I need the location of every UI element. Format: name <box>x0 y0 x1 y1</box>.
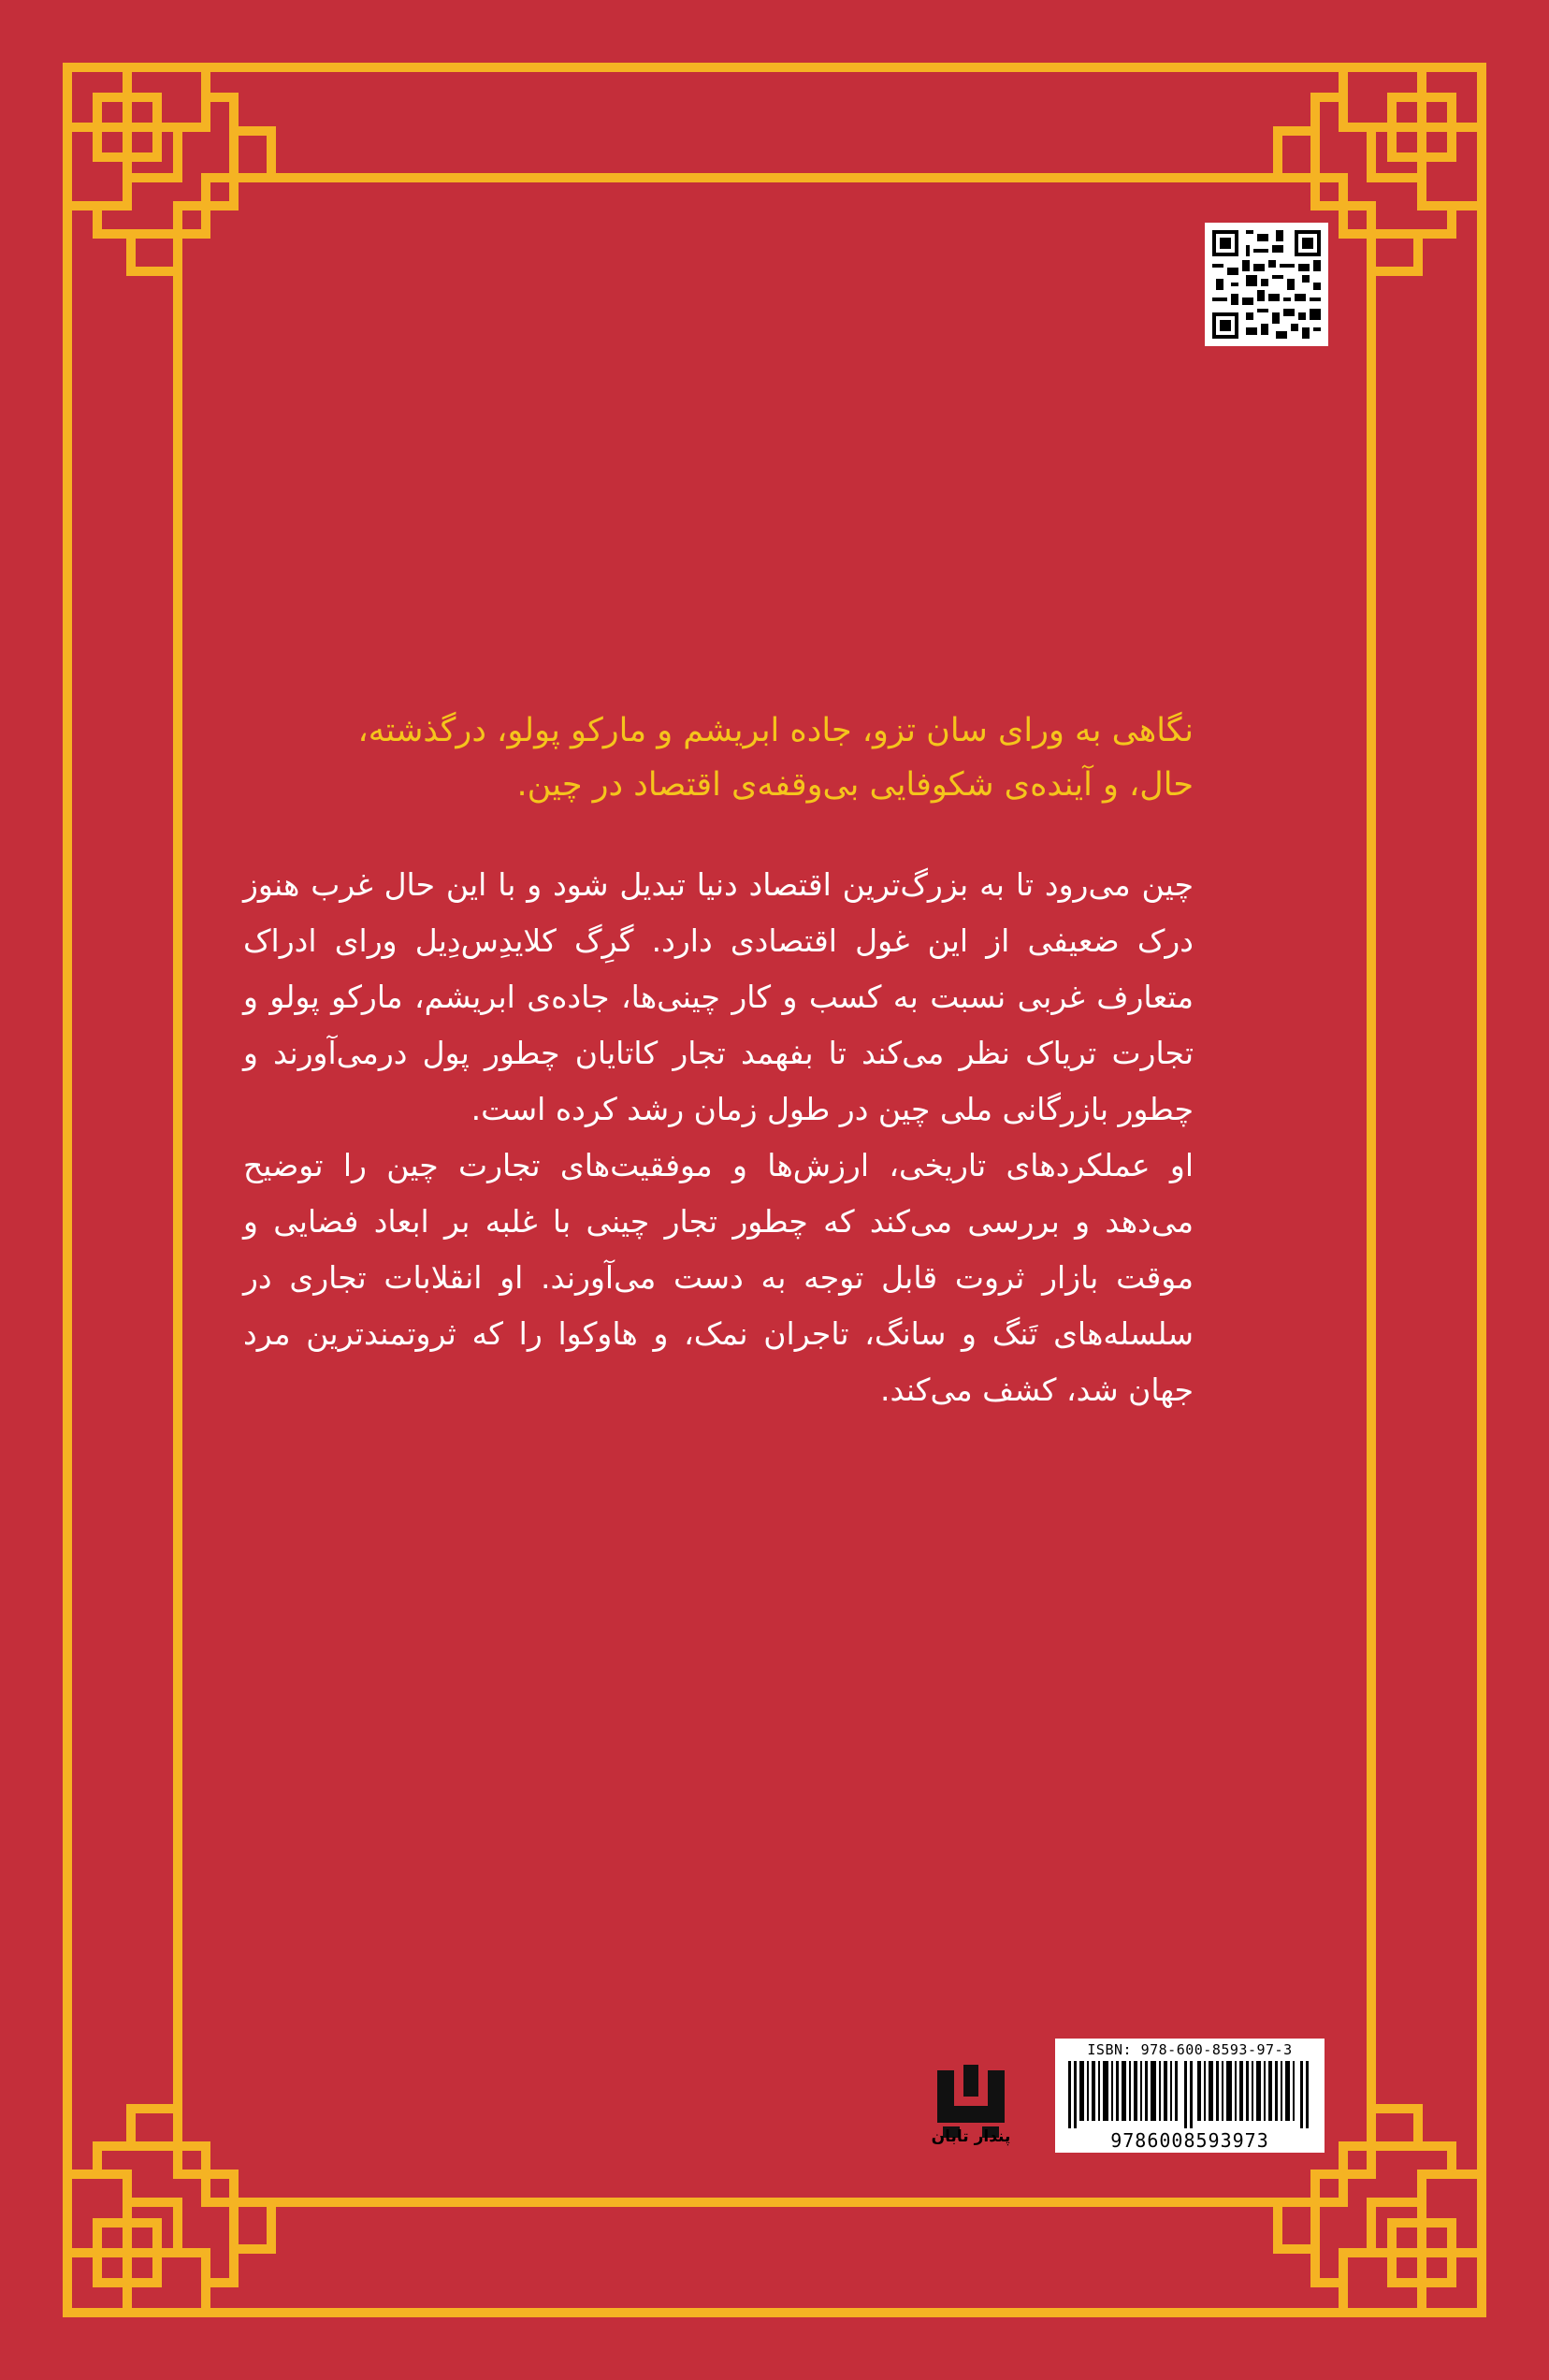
barcode-digits: 9786008593973 <box>1110 2129 1269 2152</box>
isbn-label: ISBN: 978-600-8593-97-3 <box>1087 2041 1293 2058</box>
tagline-line-2: حال، و آینده‌ی شکوفایی بی‌وقفه‌ی اقتصاد در چین. <box>516 766 1194 804</box>
tagline <box>243 704 1194 812</box>
tagline-line-1: نگاهی به ورای سان تزو، جاده ابریشم و مارکو پولو، درگذشته، <box>357 712 1194 749</box>
qr-code-icon <box>1205 223 1328 346</box>
barcode-bars <box>1068 2061 1311 2128</box>
description-paragraph-2: او عملکردهای تاریخی، ارزش‌ها و موفقیت‌های تجارت چین را توضیح می‌دهد و بررسی می‌کند که چطور تجار چینی با غلبه بر ابعاد فضایی و موقت بازار ثروت قابل توجه به دست می‌آورند. او انقلابات تجاری در سلسله‌های تَنگ و سانگ، تاجران نمک، و هاوکوا را که ثروتمندترین مرد جهان شد، کشف می‌کند. <box>243 1147 1194 1408</box>
isbn-barcode <box>1055 2039 1325 2153</box>
description-paragraph-1: چین می‌رود تا به بزرگ‌ترین اقتصاد دنیا تبدیل شود و با این حال غرب هنوز درک ضعیفی از این غول اقتصادی دارد. گرِگ کلایدِس‌دِیل ورای ادراک متعارف غربی نسبت به کسب و کار چینی‌ها، جاده‌ی ابریشم، مارکو پولو و تجارت تریاک نظر می‌کند تا بفهمد تجار کاتایان چطور پول درمی‌آورند و چطور بازرگانی ملی چین در طول زمان رشد کرده است. <box>243 866 1194 1127</box>
description <box>243 857 1194 1418</box>
publisher-name: پندار تابان <box>931 2127 1011 2146</box>
